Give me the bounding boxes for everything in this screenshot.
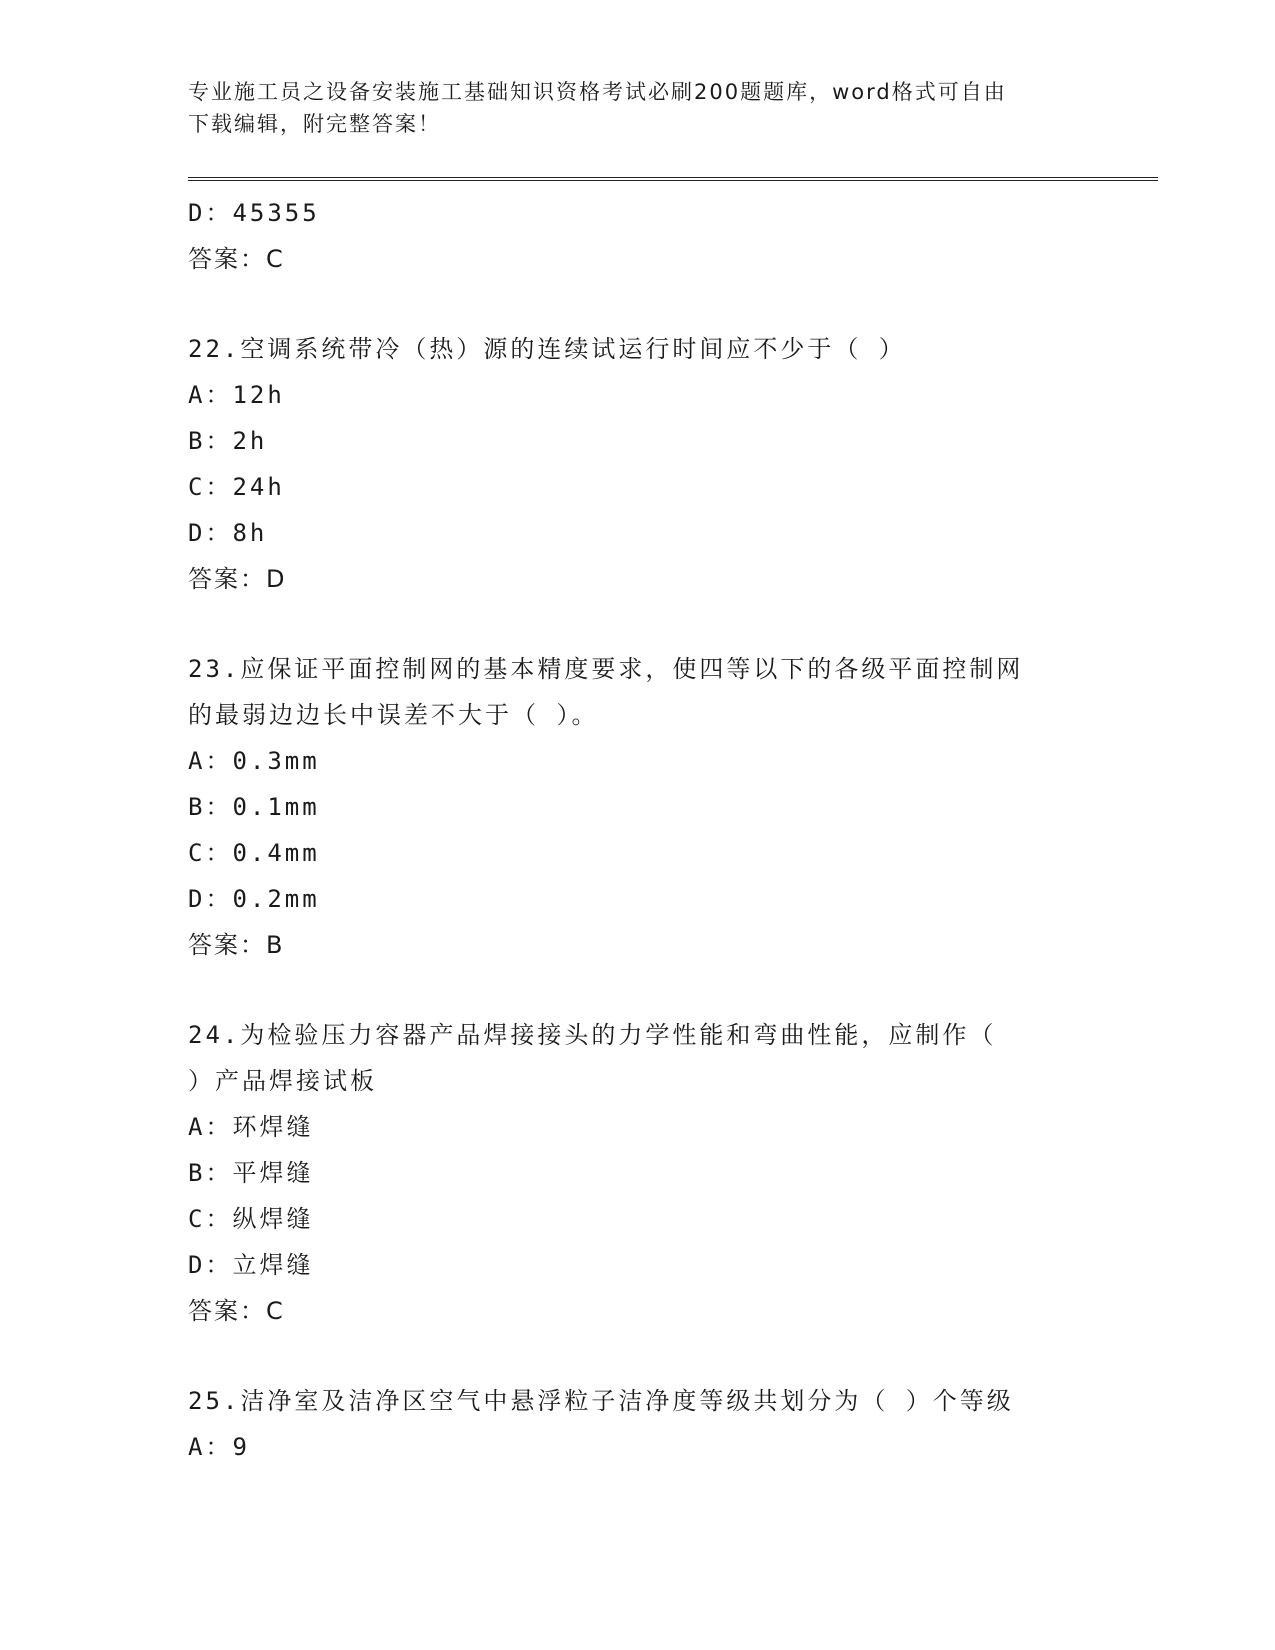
question-24 — [188, 1012, 1088, 1334]
answer: 答案：B — [188, 931, 285, 959]
question-25 — [188, 1378, 1088, 1470]
option-d: D：0.2mm — [188, 885, 320, 913]
option-a: A：环焊缝 — [188, 1113, 314, 1141]
question-text-line-2: ）产品焊接试板 — [188, 1067, 377, 1095]
option-b: B：2h — [188, 427, 268, 455]
option-c: C：0.4mm — [188, 839, 320, 867]
option-a: A：0.3mm — [188, 747, 320, 775]
answer: 答案：C — [188, 1297, 285, 1325]
question-23 — [188, 646, 1088, 968]
header-divider — [188, 177, 1158, 181]
question-text-line-1: 23.应保证平面控制网的基本精度要求，使四等以下的各级平面控制网 — [188, 655, 1024, 683]
option-a: A：9 — [188, 1433, 250, 1461]
question-text: 25.洁净室及洁净区空气中悬浮粒子洁净度等级共划分为（ ）个等级 — [188, 1387, 1014, 1415]
option-d: D：立焊缝 — [188, 1251, 314, 1279]
header-line-2: 下载编辑，附完整答案！ — [188, 112, 441, 136]
option-d: D：8h — [188, 519, 268, 547]
option-a: A：12h — [188, 381, 285, 409]
question-list — [188, 190, 1088, 1470]
document-page — [188, 0, 1158, 1650]
question-21-tail — [188, 190, 1088, 282]
option-b: B：0.1mm — [188, 793, 320, 821]
answer: 答案：C — [188, 245, 285, 273]
question-text-line-2: 的最弱边边长中误差不大于（ ）。 — [188, 701, 599, 729]
header-line-1: 专业施工员之设备安装施工基础知识资格考试必刷200题题库，word格式可自由 — [188, 80, 1007, 104]
option-c: C：纵焊缝 — [188, 1205, 314, 1233]
question-text-line-1: 24.为检验压力容器产品焊接接头的力学性能和弯曲性能，应制作（ — [188, 1021, 997, 1049]
answer: 答案：D — [188, 565, 287, 593]
question-text: 22.空调系统带冷（热）源的连续试运行时间应不少于（ ） — [188, 335, 906, 363]
document-header — [188, 76, 1088, 140]
option-d: D：45355 — [188, 199, 320, 227]
question-22 — [188, 326, 1088, 602]
option-c: C：24h — [188, 473, 285, 501]
option-b: B：平焊缝 — [188, 1159, 314, 1187]
